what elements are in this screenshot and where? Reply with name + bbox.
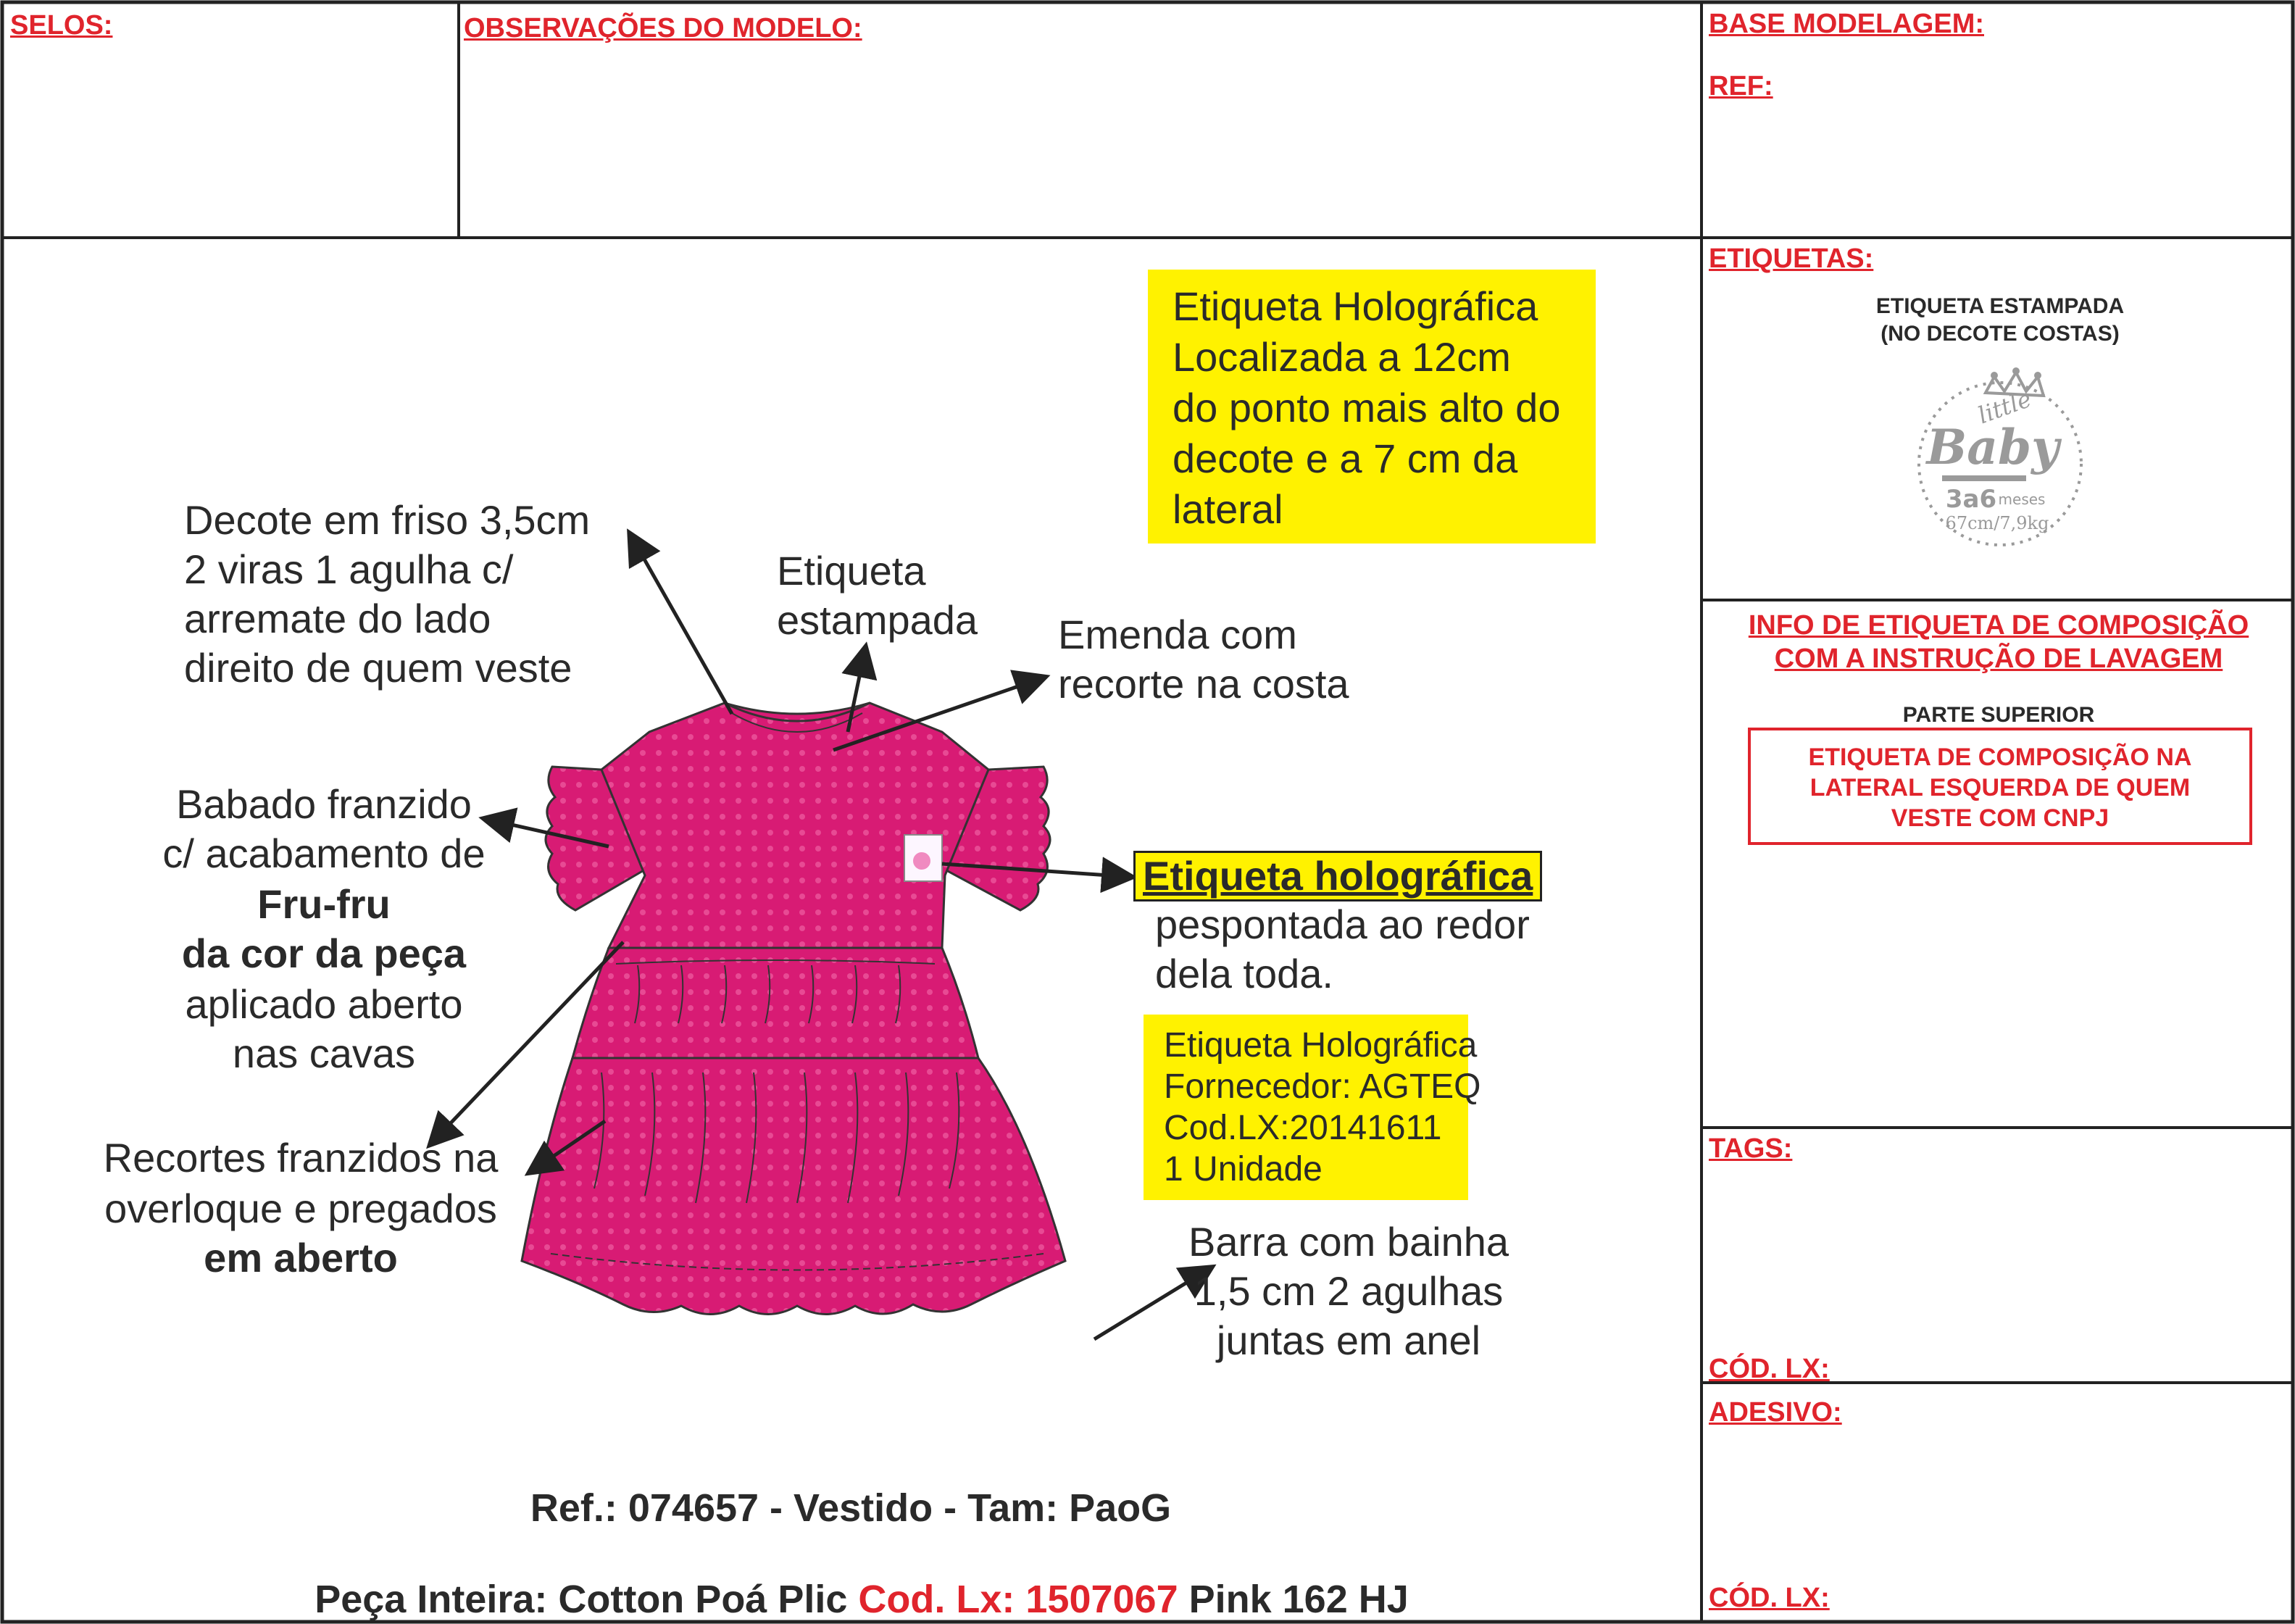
logo-size-text: 67cm/7,9kg: [1945, 513, 2049, 533]
footer-ref-line: Ref.: 074657 - Vestido - Tam: PaoG: [530, 1486, 1172, 1530]
composicao-line1: ETIQUETA DE COMPOSIÇÃO NA: [1808, 744, 2192, 771]
holographic-location-note: Etiqueta Holográfica Localizada a 12cm do ponto mais alto do decote e a 7 cm da lateral: [1148, 270, 1596, 544]
etiqueta-estampada-annotation: Etiqueta estampada: [777, 548, 978, 643]
info-etiqueta-title-2: COM A INSTRUÇÃO DE LAVAGEM: [1774, 644, 2223, 674]
recortes-line2: overloque e pregados: [104, 1186, 497, 1231]
observacoes-label: OBSERVAÇÕES DO MODELO:: [464, 13, 862, 43]
etiquetas-label: ETIQUETAS:: [1709, 243, 1874, 274]
babado-line3: Fru-fru: [257, 881, 391, 927]
ref-label: REF:: [1709, 71, 1773, 101]
selos-label: SELOS:: [10, 10, 113, 41]
barra-annotation: Barra com bainha 1,5 cm 2 agulhas juntas em anel: [1188, 1219, 1509, 1363]
footer-cod-lx: Cod. Lx: 1507067: [858, 1578, 1178, 1621]
tags-cod-lx-label: CÓD. LX:: [1709, 1354, 1830, 1384]
logo-little-text: little: [1974, 384, 2036, 430]
holographic-supplier-note: Etiqueta Holográfica Fornecedor: AGTEQ Cod.LX:20141611 1 Unidade: [1144, 1015, 1468, 1200]
logo-age-text: 3a6: [1945, 485, 1997, 514]
footer-fabric-text: Peça Inteira: Cotton Poá Plic: [315, 1578, 859, 1621]
babado-line2: c/ acabamento de: [162, 830, 486, 876]
adesivo-label: ADESIVO:: [1709, 1397, 1842, 1428]
holographic-desc-annotation: pespontada ao redor dela toda.: [1155, 901, 1530, 996]
adesivo-cod-lx-label: CÓD. LX:: [1709, 1583, 1830, 1613]
tags-label: TAGS:: [1709, 1133, 1793, 1164]
babado-line6: nas cavas: [232, 1030, 416, 1076]
babado-line1: Babado franzido: [176, 781, 472, 827]
babado-line5: aplicado aberto: [185, 981, 463, 1027]
logo-meses-text: meses: [1998, 491, 2046, 508]
recortes-line3: em aberto: [204, 1235, 398, 1281]
logo-baby-text: Baby: [1926, 419, 2059, 475]
composicao-line2: LATERAL ESQUERDA DE QUEM: [1809, 774, 2191, 801]
footer-color-text: Pink 162 HJ: [1178, 1578, 1409, 1621]
composicao-line3: VESTE COM CNPJ: [1891, 804, 2109, 832]
info-etiqueta-title-1: INFO DE ETIQUETA DE COMPOSIÇÃO: [1748, 610, 2249, 641]
holographic-title-annotation: Etiqueta holográfica: [1133, 851, 1542, 901]
footer-fabric-line: [0, 1532, 1702, 1622]
base-modelagem-label: BASE MODELAGEM:: [1709, 9, 1984, 39]
recortes-line1: Recortes franzidos na: [103, 1135, 499, 1180]
etiqueta-estampada-line2: (NO DECOTE COSTAS): [1880, 322, 2120, 346]
decote-annotation: Decote em friso 3,5cm 2 viras 1 agulha c/ arremate do lado direito de quem veste: [184, 497, 591, 691]
parte-superior-label: PARTE SUPERIOR: [1902, 703, 2095, 727]
babado-line4: da cor da peça: [181, 930, 467, 976]
emenda-annotation: Emenda com recorte na costa: [1058, 612, 1349, 707]
etiqueta-estampada-line1: ETIQUETA ESTAMPADA: [1875, 294, 2125, 318]
